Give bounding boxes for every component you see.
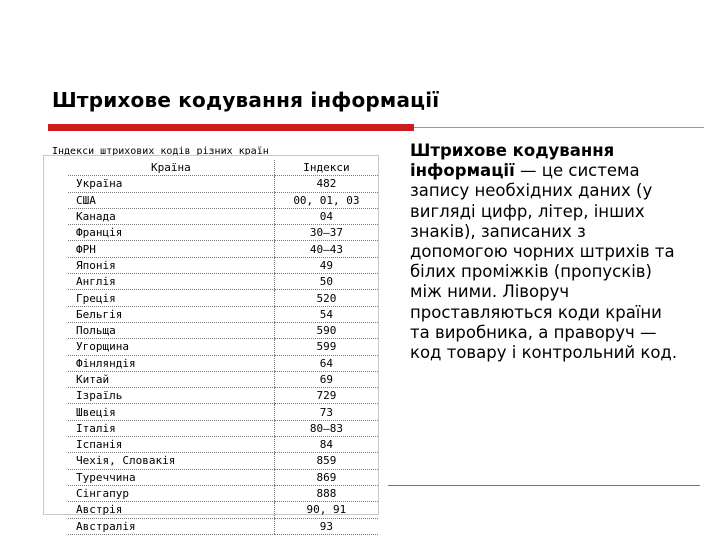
country-cell: Австрія [68,502,274,518]
country-cell: ФРН [68,241,274,257]
table-row [68,274,378,290]
country-codes-table [68,160,378,535]
country-cell: Канада [68,208,274,224]
table-row [68,208,378,224]
code-cell: 520 [274,290,378,306]
table-row [68,241,378,257]
country-cell: Ізраїль [68,388,274,404]
table-row [68,192,378,208]
definition-term: Штрихове кодування інформації [410,141,615,181]
code-cell: 50 [274,274,378,290]
table-row [68,404,378,420]
bottom-rule [388,485,700,486]
code-cell: 482 [274,176,378,192]
code-cell: 729 [274,388,378,404]
definition-text: — це система запису необхідних даних (у вигляді цифр, літер, інших знаків), записаних з допомогою чорних штрихів та білих проміжків (пропусків) між ними. Ліворуч проставляються коди країни та виробника, а праворуч — код товару і контрольний код. [410,161,678,363]
table-row [68,339,378,355]
code-cell: 869 [274,469,378,485]
table-row [68,502,378,518]
table-row [68,225,378,241]
code-cell: 84 [274,437,378,453]
title-underline-gray [414,127,704,128]
country-cell: Угорщина [68,339,274,355]
code-cell: 599 [274,339,378,355]
code-cell: 90, 91 [274,502,378,518]
country-cell: Франція [68,225,274,241]
country-cell: Польща [68,322,274,338]
header-country: Країна [68,160,274,176]
country-cell: Чехія, Словакія [68,453,274,469]
country-cell: Італія [68,420,274,436]
table-row [68,290,378,306]
country-cell: Японія [68,257,274,273]
table-row [68,453,378,469]
code-cell: 04 [274,208,378,224]
table-row [68,420,378,436]
country-cell: Англія [68,274,274,290]
country-cell: Австралія [68,518,274,534]
country-cell: Україна [68,176,274,192]
table-header-row [68,160,378,176]
code-cell: 00, 01, 03 [274,192,378,208]
code-cell: 69 [274,371,378,387]
code-cell: 93 [274,518,378,534]
title-underline-red [48,124,414,131]
code-cell: 590 [274,322,378,338]
table-row [68,485,378,501]
country-cell: Туреччина [68,469,274,485]
table-row [68,355,378,371]
table-row [68,388,378,404]
slide-title: Штрихове кодування інформації [52,88,440,112]
table-body [68,176,378,535]
code-cell: 80—83 [274,420,378,436]
table-row [68,437,378,453]
code-cell: 40—43 [274,241,378,257]
country-cell: Іспанія [68,437,274,453]
country-cell: Бельгія [68,306,274,322]
code-cell: 30—37 [274,225,378,241]
table-row [68,306,378,322]
country-cell: Фінляндія [68,355,274,371]
table-row [68,322,378,338]
code-cell: 54 [274,306,378,322]
table-row [68,176,378,192]
code-cell: 859 [274,453,378,469]
table-caption: Індекси штрихових кодів різних країн [52,146,269,157]
definition-paragraph [410,141,685,363]
table-row [68,518,378,534]
table-row [68,469,378,485]
country-cell: Греція [68,290,274,306]
header-code: Індекси [274,160,378,176]
country-codes-table-frame [43,155,379,533]
code-cell: 73 [274,404,378,420]
country-cell: Сінгапур [68,485,274,501]
table-row [68,257,378,273]
table-row [68,371,378,387]
country-cell: Швеція [68,404,274,420]
code-cell: 888 [274,485,378,501]
country-cell: США [68,192,274,208]
country-cell: Китай [68,371,274,387]
code-cell: 64 [274,355,378,371]
code-cell: 49 [274,257,378,273]
